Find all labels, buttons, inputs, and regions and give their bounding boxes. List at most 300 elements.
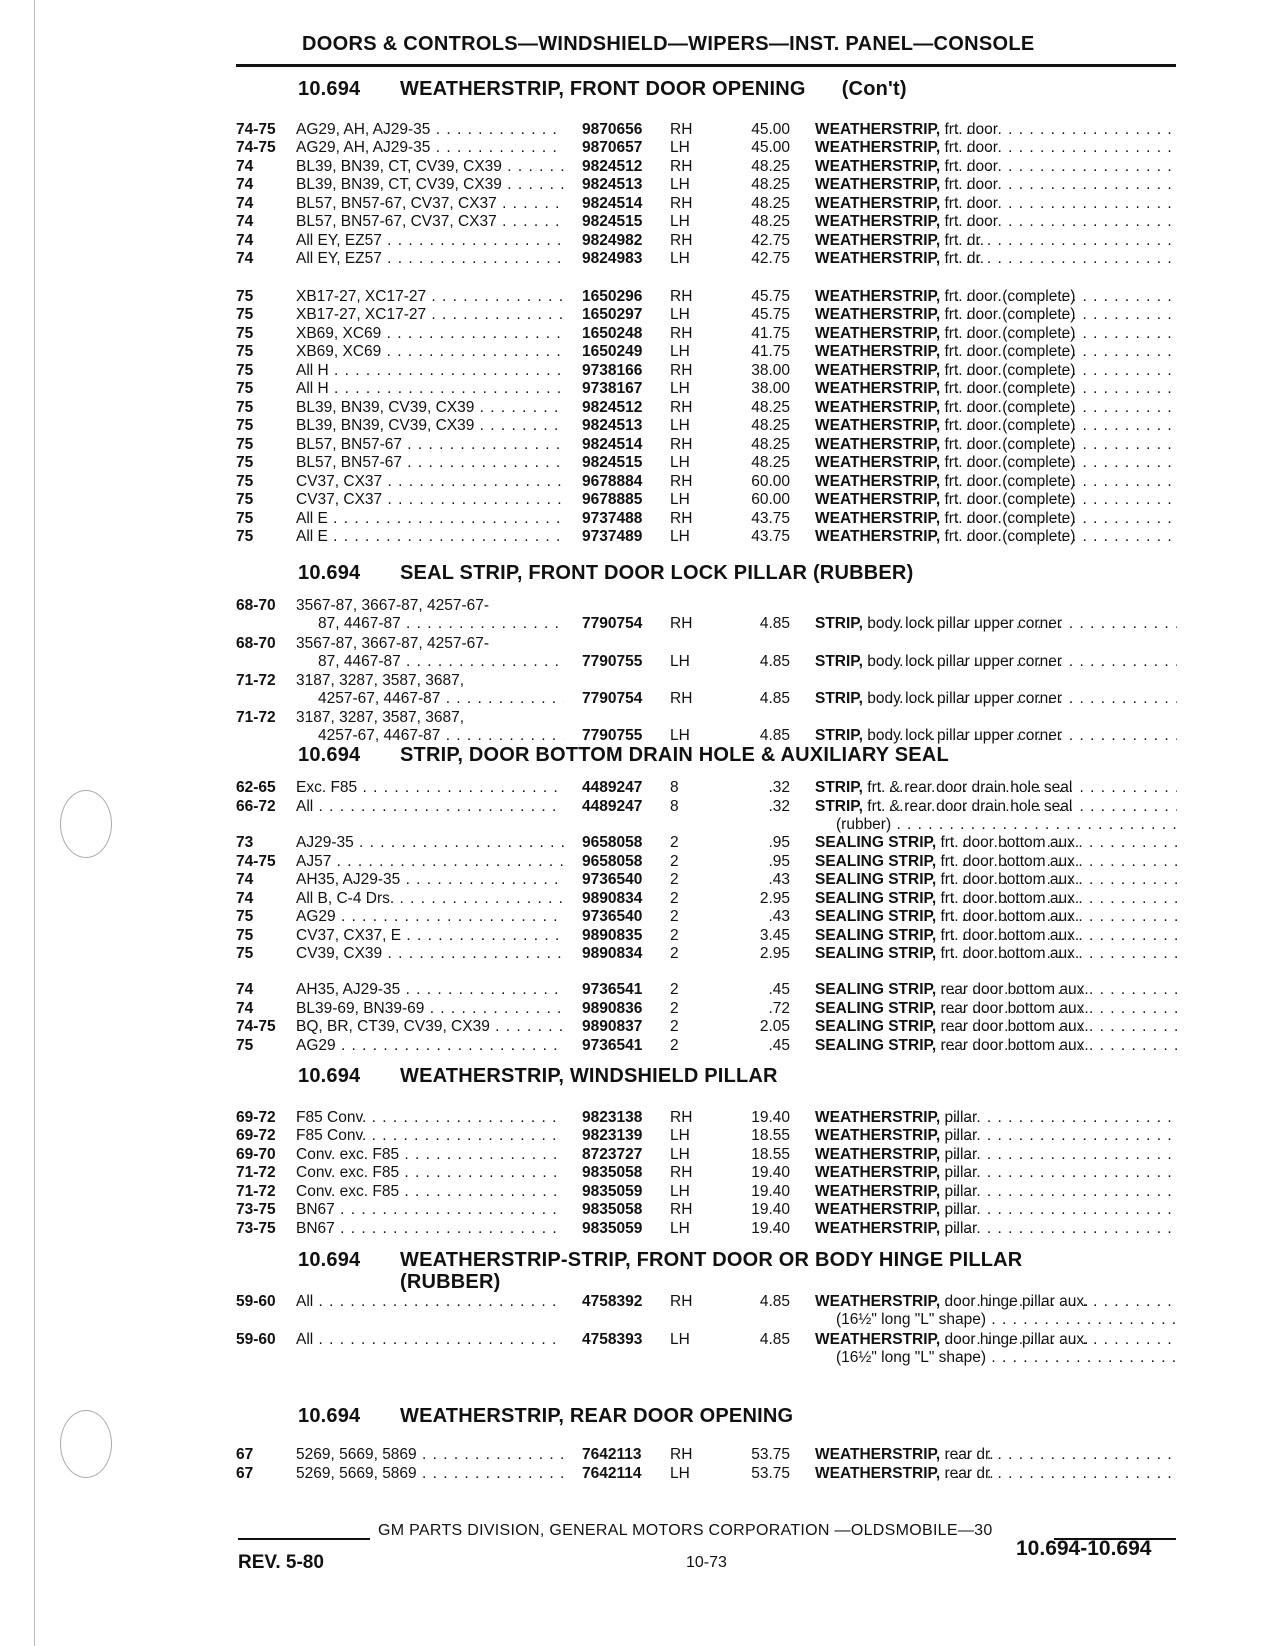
part-number: 9738167 <box>582 380 643 397</box>
price: 18.55 <box>751 1127 790 1144</box>
side-or-qty: 2 <box>670 927 679 944</box>
model-list: BL39, BN39, CT, CV39, CX39 . . . <box>296 157 564 176</box>
description-line-2: (rubber) . . . <box>836 815 1177 835</box>
year-range: 69-72 <box>236 1109 276 1126</box>
table-row <box>0 509 1280 529</box>
part-label: WEATHERSTRIP, <box>815 399 941 416</box>
part-label: WEATHERSTRIP, <box>815 139 941 156</box>
part-description <box>815 926 1177 945</box>
part-description <box>815 212 1177 231</box>
side-or-qty: LH <box>670 454 690 471</box>
price: 43.75 <box>751 528 790 545</box>
year-range: 74 <box>236 195 254 212</box>
part-label: WEATHERSTRIP, <box>815 343 941 360</box>
part-description-text: frt. door (complete) <box>944 491 1076 508</box>
section-title <box>298 562 913 585</box>
part-description-text: frt. door (complete) <box>944 288 1076 305</box>
side-or-qty: LH <box>670 528 690 545</box>
table-row <box>0 926 1280 946</box>
model-list: F85 Conv. . . . <box>296 1108 564 1127</box>
part-description-text: frt. door (complete) <box>944 528 1076 545</box>
price: 43.75 <box>751 510 790 527</box>
part-label: WEATHERSTRIP, <box>815 1127 941 1144</box>
year-range: 74-75 <box>236 853 276 870</box>
part-number: 9835059 <box>582 1220 643 1237</box>
part-label: WEATHERSTRIP, <box>815 1109 941 1126</box>
section-number: 10.694 <box>298 1249 361 1271</box>
part-description <box>815 852 1177 871</box>
part-description-text: frt. door bottom aux. <box>940 853 1080 870</box>
section-number: 10.694 <box>298 744 361 766</box>
table-row <box>0 1292 1280 1312</box>
side-or-qty: RH <box>670 1446 693 1463</box>
part-number: 9824982 <box>582 232 643 249</box>
side-or-qty: 8 <box>670 798 679 815</box>
part-label: WEATHERSTRIP, <box>815 1446 941 1463</box>
part-label: WEATHERSTRIP, <box>815 528 941 545</box>
side-or-qty: RH <box>670 1109 693 1126</box>
side-or-qty: 2 <box>670 981 679 998</box>
year-range: 75 <box>236 306 254 323</box>
part-number: 9824512 <box>582 158 643 175</box>
year-range: 74 <box>236 250 254 267</box>
part-label: SEALING STRIP, <box>815 871 937 888</box>
part-description-text: rear dr. <box>944 1465 994 1482</box>
part-description <box>815 490 1177 509</box>
model-list: BN67 . . . <box>296 1200 564 1219</box>
part-number: 7642113 <box>582 1446 642 1463</box>
part-description <box>815 944 1177 963</box>
section-heading: WEATHERSTRIP, REAR DOOR OPENING <box>400 1405 794 1427</box>
year-range: 75 <box>236 399 254 416</box>
part-label: WEATHERSTRIP, <box>815 288 941 305</box>
part-label: WEATHERSTRIP, <box>815 1465 941 1482</box>
part-description <box>815 1126 1177 1145</box>
part-description <box>815 379 1177 398</box>
side-or-qty: LH <box>670 727 690 744</box>
table-row <box>0 305 1280 325</box>
table-row <box>0 416 1280 436</box>
section-number: 10.694 <box>298 78 361 100</box>
side-or-qty: RH <box>670 473 693 490</box>
section-title <box>298 1065 778 1088</box>
footer-publisher: GM PARTS DIVISION, GENERAL MOTORS CORPORATION —OLDSMOBILE—30 <box>378 1522 993 1539</box>
part-number: 9890837 <box>582 1018 643 1035</box>
part-description <box>815 398 1177 417</box>
price: 45.75 <box>751 306 790 323</box>
part-description-text: frt. door (complete) <box>944 454 1076 471</box>
price: 4.85 <box>759 615 790 632</box>
side-or-qty: 2 <box>670 871 679 888</box>
model-list: CV37, CX37 . . . <box>296 472 564 491</box>
table-row <box>0 1145 1280 1165</box>
side-or-qty: LH <box>670 491 690 508</box>
description-line-2: (16½" long "L" shape) . . . <box>836 1348 1177 1368</box>
side-or-qty: RH <box>670 436 693 453</box>
section-number: 10.694 <box>298 1065 361 1087</box>
part-description <box>815 980 1177 999</box>
part-number: 9658058 <box>582 834 643 851</box>
model-list: BL57, BN57-67 . . . <box>296 453 564 472</box>
part-label: WEATHERSTRIP, <box>815 1331 941 1348</box>
part-description <box>815 999 1177 1018</box>
price: 48.25 <box>751 195 790 212</box>
part-description-text: frt. door (complete) <box>944 473 1076 490</box>
price: .72 <box>768 1000 790 1017</box>
table-row <box>0 379 1280 399</box>
price: 3.45 <box>759 927 790 944</box>
model-list: AJ57 . . . <box>296 852 564 871</box>
price: 2.95 <box>759 890 790 907</box>
table-row <box>0 999 1280 1019</box>
side-or-qty: RH <box>670 399 693 416</box>
page-title: DOORS & CONTROLS—WINDSHIELD—WIPERS—INST. PANEL—CONSOLE <box>302 33 1035 55</box>
model-list: Conv. exc. F85 . . . <box>296 1163 564 1182</box>
section-range: 10.694-10.694 <box>1016 1537 1152 1560</box>
model-list: AH35, AJ29-35 . . . <box>296 870 564 889</box>
part-number: 7790754 <box>582 615 643 632</box>
part-description-text: frt. door (complete) <box>944 362 1076 379</box>
part-description <box>815 833 1177 852</box>
part-label: WEATHERSTRIP, <box>815 1201 941 1218</box>
year-range: 75 <box>236 528 254 545</box>
model-list: All . . . <box>296 1330 564 1349</box>
side-or-qty: LH <box>670 250 690 267</box>
table-row <box>0 342 1280 362</box>
part-number: 9737488 <box>582 510 643 527</box>
price: 18.55 <box>751 1146 790 1163</box>
part-description <box>815 1200 1177 1219</box>
table-row <box>0 1464 1280 1484</box>
year-range: 67 <box>236 1465 254 1482</box>
part-number: 9736541 <box>582 981 643 998</box>
price: 19.40 <box>751 1220 790 1237</box>
model-list: Exc. F85 . . . <box>296 778 564 797</box>
model-list: 87, 4467-87 . . . <box>318 652 564 671</box>
year-range: 71-72 <box>236 1183 276 1200</box>
continued-label: (Con't) <box>841 78 907 100</box>
year-range: 75 <box>236 454 254 471</box>
model-list: All B, C-4 Drs. . . . <box>296 889 564 908</box>
side-or-qty: LH <box>670 213 690 230</box>
price: 19.40 <box>751 1164 790 1181</box>
model-list: BL39, BN39, CV39, CX39 . . . <box>296 398 564 417</box>
part-description-text: pillar <box>944 1109 978 1126</box>
part-label: STRIP, <box>815 779 863 796</box>
model-list: XB17-27, XC17-27 . . . <box>296 287 564 306</box>
price: .45 <box>768 1037 790 1054</box>
side-or-qty: LH <box>670 139 690 156</box>
part-number: 9890836 <box>582 1000 643 1017</box>
part-number: 1650297 <box>582 306 643 323</box>
part-label: SEALING STRIP, <box>815 908 937 925</box>
table-row <box>0 797 1280 817</box>
year-range: 75 <box>236 380 254 397</box>
part-description <box>815 416 1177 435</box>
model-list: 4257-67, 4467-87 . . . <box>318 689 564 708</box>
year-range: 75 <box>236 288 254 305</box>
part-label: STRIP, <box>815 690 863 707</box>
year-range: 75 <box>236 908 254 925</box>
year-range: 75 <box>236 473 254 490</box>
part-description-text: frt. door bottom aux. <box>940 890 1080 907</box>
side-or-qty: LH <box>670 343 690 360</box>
price: 53.75 <box>751 1446 790 1463</box>
part-description-text: rear door bottom aux. <box>940 1037 1089 1054</box>
part-description-text: frt. & rear door drain hole seal <box>867 779 1073 796</box>
part-label: STRIP, <box>815 727 863 744</box>
side-or-qty: LH <box>670 417 690 434</box>
part-number: 8723727 <box>582 1146 643 1163</box>
model-list: XB17-27, XC17-27 . . . <box>296 305 564 324</box>
model-list: F85 Conv. . . . <box>296 1126 564 1145</box>
year-range: 67 <box>236 1446 254 1463</box>
part-description <box>815 287 1177 306</box>
model-list: BL57, BN57-67 . . . <box>296 435 564 454</box>
section-heading: WEATHERSTRIP, WINDSHIELD PILLAR <box>400 1065 778 1087</box>
part-description-text: frt. dr. <box>944 250 985 267</box>
section-title <box>298 78 907 101</box>
revision-label: REV. 5-80 <box>238 1552 324 1573</box>
model-list: All H . . . <box>296 361 564 380</box>
year-range: 74-75 <box>236 139 276 156</box>
part-number: 9835059 <box>582 1183 643 1200</box>
part-label: SEALING STRIP, <box>815 890 937 907</box>
model-list: AG29, AH, AJ29-35 . . . <box>296 120 564 139</box>
year-range: 74 <box>236 158 254 175</box>
part-label: WEATHERSTRIP, <box>815 1293 941 1310</box>
part-number: 9678884 <box>582 473 643 490</box>
year-range: 74-75 <box>236 121 276 138</box>
side-or-qty: RH <box>670 195 693 212</box>
part-description-text: frt. door bottom aux. <box>940 908 1080 925</box>
section-title <box>298 1249 1022 1292</box>
part-number: 7790754 <box>582 690 643 707</box>
table-row <box>0 689 1280 709</box>
part-number: 9824514 <box>582 195 643 212</box>
year-range: 68-70 <box>236 635 276 652</box>
table-row <box>0 1163 1280 1183</box>
year-range: 74 <box>236 213 254 230</box>
model-list: BQ, BR, CT39, CV39, CX39 . . . <box>296 1017 564 1036</box>
side-or-qty: LH <box>670 176 690 193</box>
part-description-text: body lock pillar upper corner <box>867 690 1062 707</box>
part-description-text: frt. door <box>944 213 998 230</box>
year-range: 75 <box>236 362 254 379</box>
model-list: XB69, XC69 . . . <box>296 324 564 343</box>
price: .32 <box>768 798 790 815</box>
year-range: 73 <box>236 834 254 851</box>
model-list: All . . . <box>296 797 564 816</box>
table-row <box>0 1108 1280 1128</box>
part-description-text: rear dr. <box>944 1446 994 1463</box>
model-list: 4257-67, 4467-87 . . . <box>318 726 564 745</box>
part-label: WEATHERSTRIP, <box>815 232 941 249</box>
part-label: WEATHERSTRIP, <box>815 306 941 323</box>
part-number: 9890834 <box>582 890 643 907</box>
side-or-qty: 2 <box>670 834 679 851</box>
year-range: 75 <box>236 343 254 360</box>
part-number: 7642114 <box>582 1465 642 1482</box>
table-row <box>0 453 1280 473</box>
part-number: 9824513 <box>582 417 643 434</box>
price: 4.85 <box>759 653 790 670</box>
part-description <box>815 324 1177 343</box>
model-list: 5269, 5669, 5869 . . . <box>296 1445 564 1464</box>
table-row <box>0 194 1280 214</box>
part-number: 9823139 <box>582 1127 643 1144</box>
part-description <box>815 1108 1177 1127</box>
table-row <box>0 435 1280 455</box>
side-or-qty: RH <box>670 232 693 249</box>
part-description-text: frt. door (complete) <box>944 325 1076 342</box>
table-row <box>0 852 1280 872</box>
side-or-qty: 2 <box>670 945 679 962</box>
table-row <box>0 614 1280 634</box>
part-description <box>815 138 1177 157</box>
part-number: 7790755 <box>582 727 643 744</box>
part-label: SEALING STRIP, <box>815 853 937 870</box>
price: 60.00 <box>751 473 790 490</box>
footer-rule-left <box>238 1538 370 1540</box>
part-description-text: frt. & rear door drain hole seal <box>867 798 1073 815</box>
side-or-qty: LH <box>670 380 690 397</box>
part-label: SEALING STRIP, <box>815 945 937 962</box>
part-number: 9736540 <box>582 871 643 888</box>
part-label: WEATHERSTRIP, <box>815 250 941 267</box>
part-number: 9738166 <box>582 362 643 379</box>
model-list: CV37, CX37, E . . . <box>296 926 564 945</box>
year-range: 75 <box>236 436 254 453</box>
year-range: 75 <box>236 491 254 508</box>
part-number: 9824512 <box>582 399 643 416</box>
part-description <box>815 305 1177 324</box>
section-title <box>298 1405 793 1428</box>
table-row <box>0 398 1280 418</box>
part-description <box>815 889 1177 908</box>
part-number: 9824513 <box>582 176 643 193</box>
table-row <box>0 1330 1280 1350</box>
model-list: AG29, AH, AJ29-35 . . . <box>296 138 564 157</box>
year-range: 75 <box>236 325 254 342</box>
model-list: All E . . . <box>296 509 564 528</box>
part-description <box>815 527 1177 546</box>
section-heading-line2: (RUBBER) <box>400 1271 501 1293</box>
table-row <box>0 231 1280 251</box>
year-range: 71-72 <box>236 709 276 726</box>
model-list: CV37, CX37 . . . <box>296 490 564 509</box>
part-label: WEATHERSTRIP, <box>815 362 941 379</box>
model-list: XB69, XC69 . . . <box>296 342 564 361</box>
part-description <box>815 1219 1177 1238</box>
table-row <box>0 324 1280 344</box>
table-row <box>0 778 1280 798</box>
price: .43 <box>768 908 790 925</box>
year-range: 73-75 <box>236 1220 276 1237</box>
part-label: WEATHERSTRIP, <box>815 1164 941 1181</box>
price: 4.85 <box>759 1293 790 1310</box>
part-label: STRIP, <box>815 615 863 632</box>
part-description <box>815 509 1177 528</box>
part-number: 9658058 <box>582 853 643 870</box>
part-label: SEALING STRIP, <box>815 981 937 998</box>
year-range: 75 <box>236 1037 254 1054</box>
part-description-text: pillar <box>944 1201 978 1218</box>
part-description <box>815 453 1177 472</box>
price: .32 <box>768 779 790 796</box>
table-row <box>0 287 1280 307</box>
part-description <box>815 797 1177 816</box>
year-range: 69-70 <box>236 1146 276 1163</box>
table-row <box>0 490 1280 510</box>
part-description-text: door hinge pillar aux. <box>944 1293 1089 1310</box>
price: 48.25 <box>751 213 790 230</box>
part-description-text: frt. door (complete) <box>944 306 1076 323</box>
model-list: BL39, BN39, CT, CV39, CX39 . . . <box>296 175 564 194</box>
part-number: 9824983 <box>582 250 643 267</box>
section-number: 10.694 <box>298 1405 361 1427</box>
part-label: SEALING STRIP, <box>815 1018 937 1035</box>
side-or-qty: RH <box>670 1293 693 1310</box>
side-or-qty: RH <box>670 325 693 342</box>
side-or-qty: LH <box>670 1220 690 1237</box>
part-label: WEATHERSTRIP, <box>815 158 941 175</box>
part-label: WEATHERSTRIP, <box>815 1220 941 1237</box>
part-description <box>815 1330 1177 1349</box>
part-description-text: frt. door <box>944 158 998 175</box>
part-label: SEALING STRIP, <box>815 927 937 944</box>
part-description-text: door hinge pillar aux. <box>944 1331 1089 1348</box>
price: 48.25 <box>751 158 790 175</box>
part-description <box>815 652 1177 671</box>
side-or-qty: RH <box>670 362 693 379</box>
side-or-qty: RH <box>670 615 693 632</box>
year-range: 59-60 <box>236 1293 276 1310</box>
model-list: BL39, BN39, CV39, CX39 . . . <box>296 416 564 435</box>
year-range: 73-75 <box>236 1201 276 1218</box>
model-list: BL39-69, BN39-69 . . . <box>296 999 564 1018</box>
price: 60.00 <box>751 491 790 508</box>
model-line-1: 3187, 3287, 3587, 3687, <box>296 709 465 726</box>
part-number: 9870657 <box>582 139 643 156</box>
page-number: 10-73 <box>686 1554 727 1571</box>
part-label: WEATHERSTRIP, <box>815 473 941 490</box>
part-description-text: frt. door (complete) <box>944 510 1076 527</box>
part-number: 9835058 <box>582 1201 643 1218</box>
part-description-text: body lock pillar upper corner <box>867 653 1062 670</box>
part-description <box>815 689 1177 708</box>
side-or-qty: RH <box>670 690 693 707</box>
part-description-text: rear door bottom aux. <box>940 1000 1089 1017</box>
price: 4.85 <box>759 690 790 707</box>
part-description <box>815 1163 1177 1182</box>
price: 48.25 <box>751 436 790 453</box>
table-row <box>0 527 1280 547</box>
table-row <box>0 870 1280 890</box>
part-label: WEATHERSTRIP, <box>815 121 941 138</box>
price: 48.25 <box>751 417 790 434</box>
part-number: 9870656 <box>582 121 643 138</box>
price: 41.75 <box>751 343 790 360</box>
part-description-text: frt. door <box>944 121 998 138</box>
part-description <box>815 1036 1177 1055</box>
table-row <box>0 1036 1280 1056</box>
table-row <box>0 249 1280 269</box>
side-or-qty: 8 <box>670 779 679 796</box>
part-description-text: frt. door bottom aux. <box>940 871 1080 888</box>
part-description <box>815 231 1177 250</box>
part-description-text: pillar <box>944 1220 978 1237</box>
